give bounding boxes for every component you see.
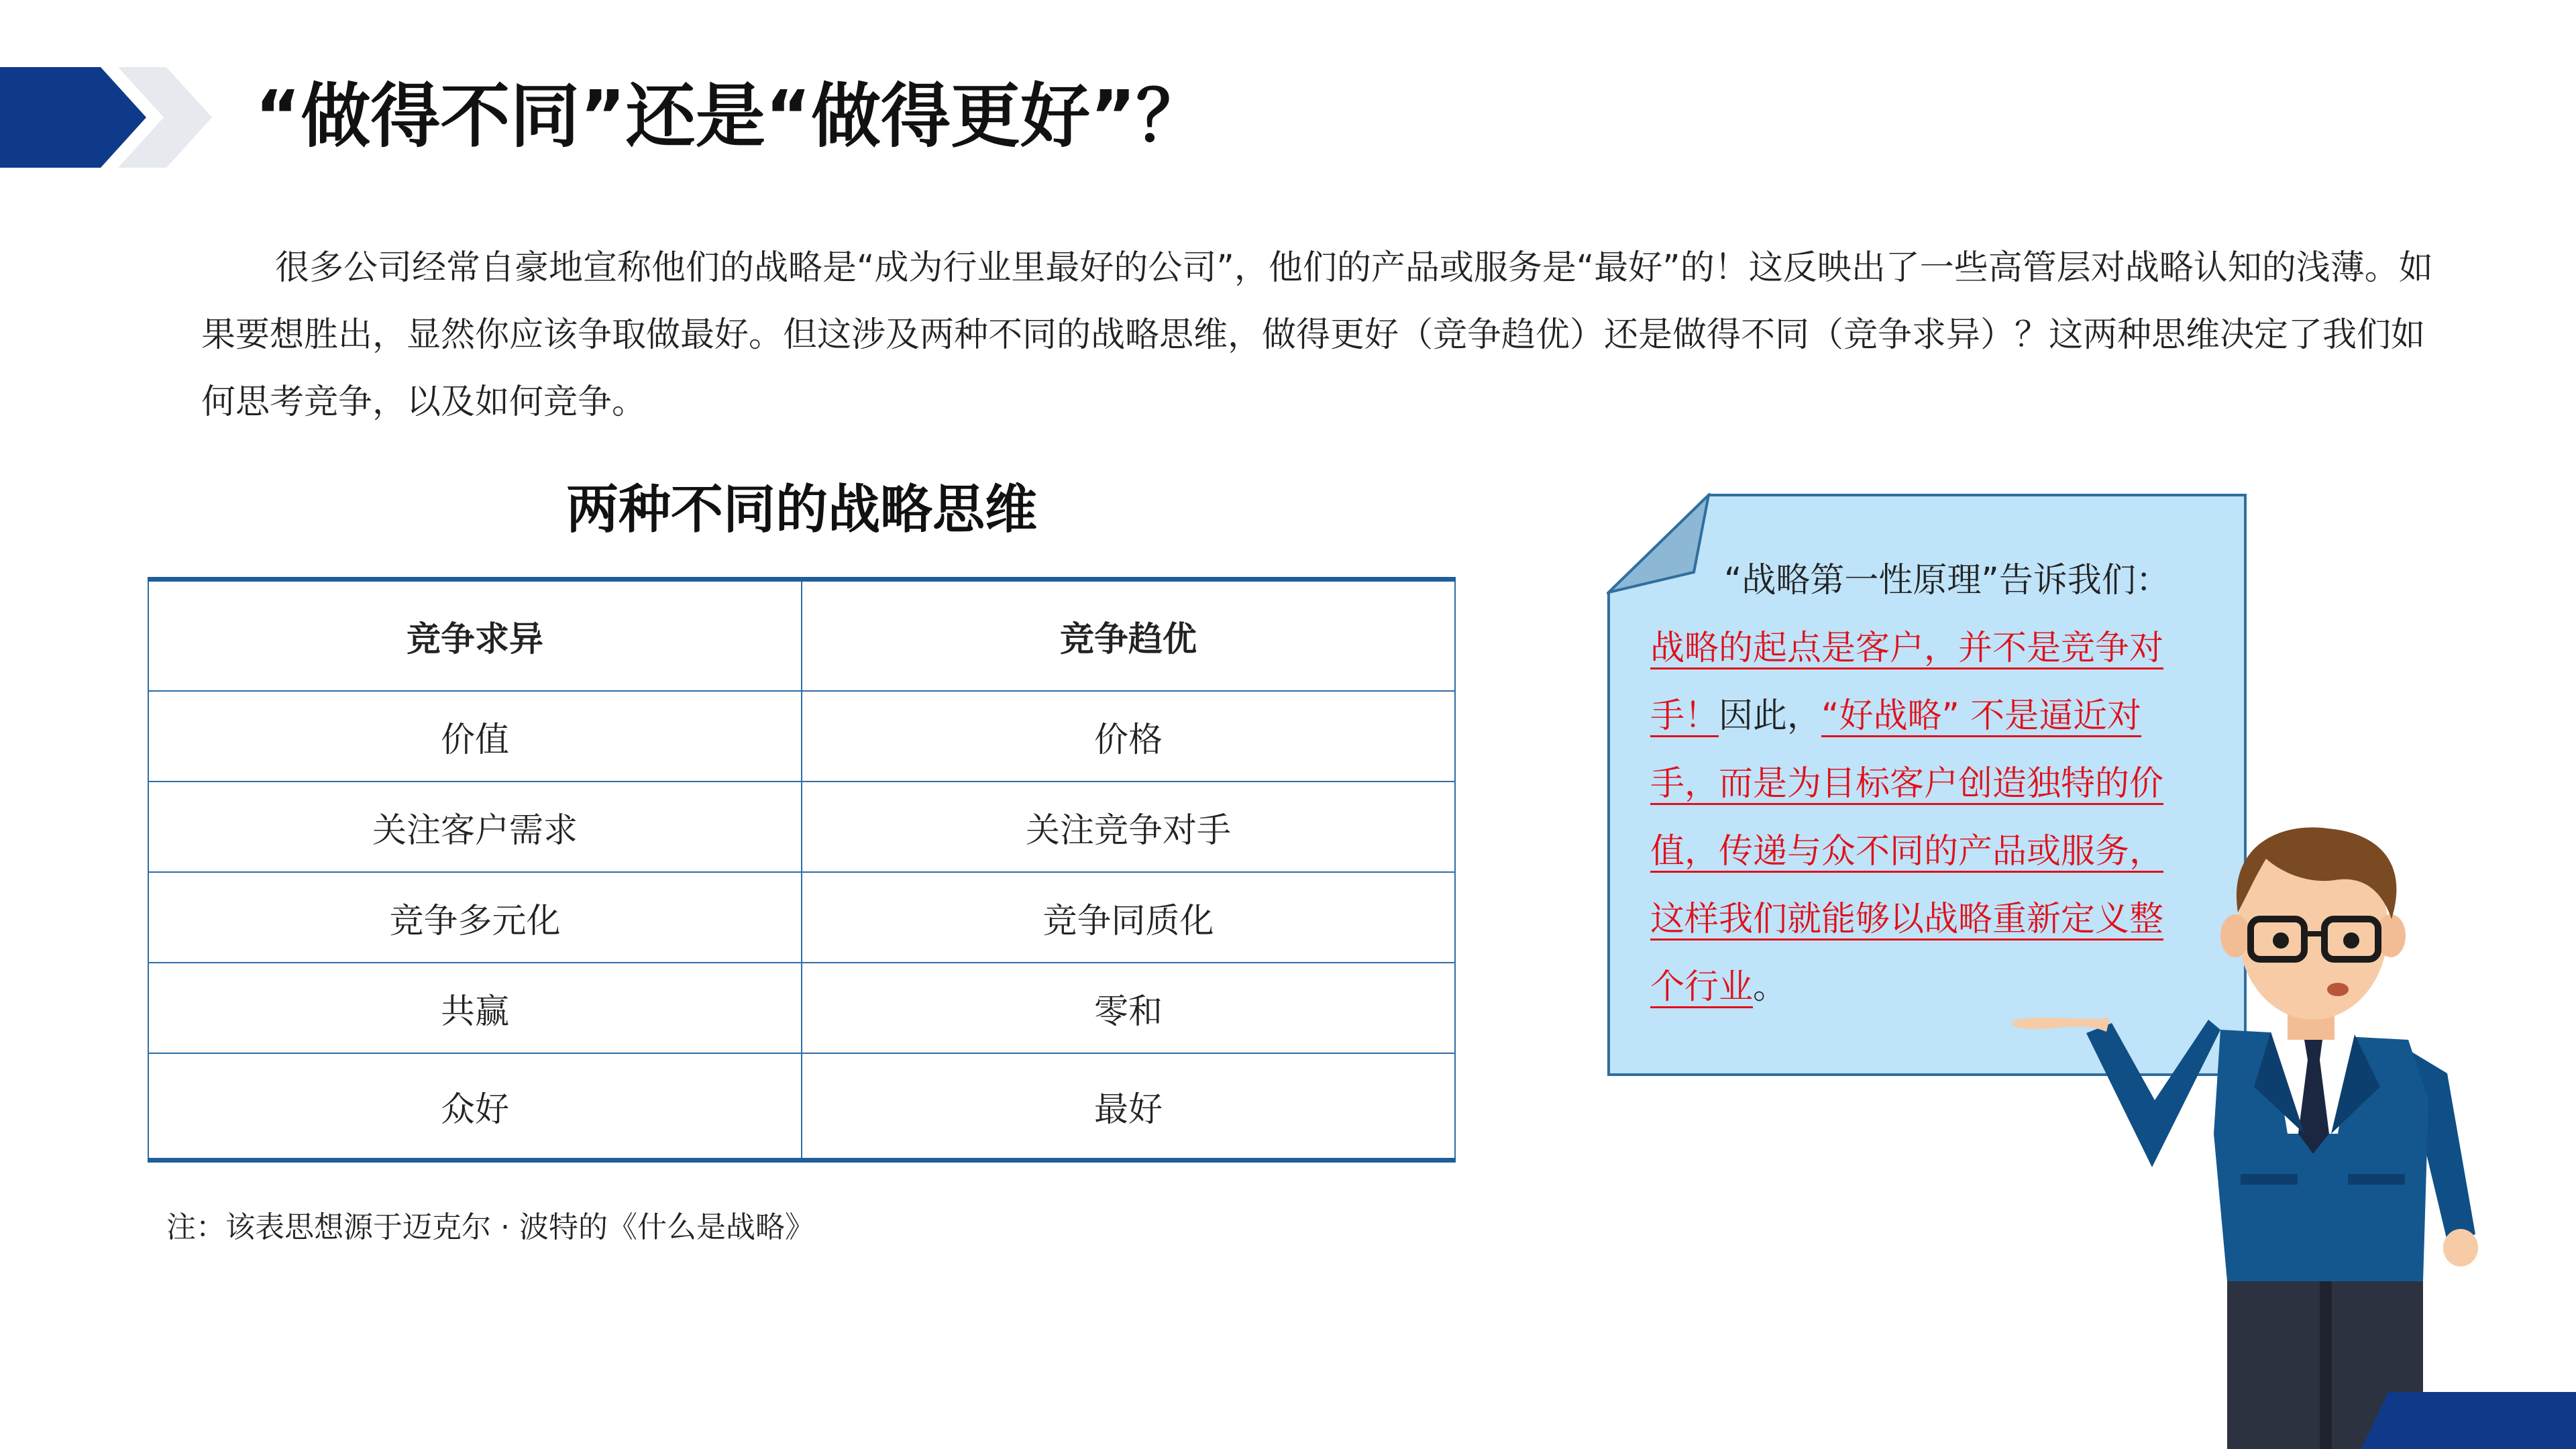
table-cell: 竞争多元化 xyxy=(148,872,802,963)
table-cell: 竞争同质化 xyxy=(802,872,1455,963)
callout-end-mark: 。 xyxy=(1753,967,1788,1007)
table-cell: 共赢 xyxy=(148,963,802,1053)
table-row xyxy=(148,691,1455,782)
header-chevron-decoration xyxy=(0,67,215,168)
intro-paragraph: 很多公司经常自豪地宣称他们的战略是“成为行业里最好的公司”，他们的产品或服务是“最好”的！这反映出了一些高管层对战略认知的浅薄。如果要想胜出，显然你应该争取做最好。但这涉及两种不同的战略思维，做得更好（竞争趋优）还是做得不同（竞争求异）？这两种思维决定了我们如何思考竞争，以及如何竞争。 xyxy=(201,248,2433,422)
header-differentiation: 竞争求异 xyxy=(148,580,802,692)
table-row xyxy=(148,872,1455,963)
table-cell: 零和 xyxy=(802,963,1455,1053)
table-title: 两种不同的战略思维 xyxy=(566,480,1037,540)
header-optimization: 竞争趋优 xyxy=(802,580,1455,692)
corner-accent-bar xyxy=(2361,1392,2576,1449)
table-row xyxy=(148,1053,1455,1161)
table-row xyxy=(148,782,1455,872)
table-cell: 众好 xyxy=(148,1053,802,1161)
table-source-note: 注：该表思想源于迈克尔 · 波特的《什么是战略》 xyxy=(166,1210,814,1244)
table-cell: 价格 xyxy=(802,691,1455,782)
table-header-row xyxy=(148,580,1455,692)
table-cell: 关注客户需求 xyxy=(148,782,802,872)
presenter-character-illustration xyxy=(1999,818,2482,1449)
callout-heading: “战略第一性原理”告诉我们： xyxy=(1724,561,2170,600)
strategy-comparison-table xyxy=(148,577,1456,1163)
page-title: “做得不同”还是“做得更好”？ xyxy=(255,75,1206,157)
table-cell: 关注竞争对手 xyxy=(802,782,1455,872)
callout-red-statement: 战略的起点是客户，并不是竞争对手！ xyxy=(1650,629,2164,736)
table-cell: 价值 xyxy=(148,691,802,782)
table-row xyxy=(148,963,1455,1053)
table-cell: 最好 xyxy=(802,1053,1455,1161)
callout-red-conclusion: “好战略” 不是逼近对手，而是为目标客户创造独特的价值，传递与众不同的产品或服务，这样我们就能够以战略重新定义整个行业 xyxy=(1650,696,2164,1007)
callout-connector: 因此， xyxy=(1719,696,1822,736)
